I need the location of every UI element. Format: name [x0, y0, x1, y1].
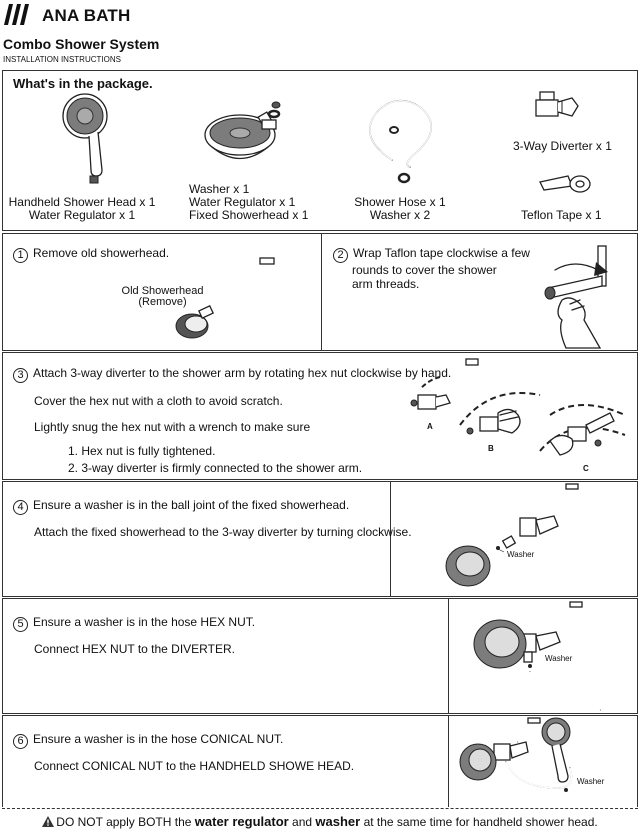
package-item-diverter: 3-Way Diverter x 1 [513, 139, 612, 153]
dashed-divider [2, 808, 638, 809]
package-item-line: Water Regulator x 1 [189, 195, 296, 209]
diverter-attach-illustration [400, 355, 630, 475]
package-item-hose [340, 196, 460, 222]
step-line: arm threads. [352, 277, 420, 291]
package-item-line: Washer x 1 [189, 182, 250, 196]
package-item-line: Water Regulator x 1 [28, 208, 136, 222]
handheld-attach-illustration [458, 718, 618, 808]
figure-label-a: A [427, 422, 433, 431]
step-number: 1 [13, 248, 28, 263]
step-number: 5 [13, 617, 28, 632]
label-line: (Remove) [138, 296, 187, 308]
handheld-shower-head-illustration [60, 92, 120, 192]
warning-emphasis: washer [315, 814, 361, 829]
step-4-text [13, 498, 412, 539]
step-line: Ensure a washer is in the hose HEX NUT. [33, 615, 256, 629]
package-item-line: Shower Hose x 1 [354, 195, 446, 209]
package-item-teflon: Teflon Tape x 1 [521, 208, 602, 222]
step-line: Connect CONICAL NUT to the HANDHELD SHOWE HEAD. [34, 759, 355, 773]
step-line: Lightly snug the hex nut with a wrench to make sure [34, 420, 311, 435]
step-line: Ensure a washer is in the hose CONICAL NUT. [33, 732, 284, 746]
washer-label: Washer [545, 654, 573, 663]
warning-text: and [292, 815, 313, 829]
step-3-text [13, 366, 451, 476]
step-number: 2 [333, 248, 348, 263]
warning-text: DO NOT apply BOTH the [56, 815, 192, 829]
step-2-text [333, 246, 530, 291]
hose-hex-nut-illustration [460, 602, 610, 712]
label-line: Old Showerhead [121, 285, 204, 297]
figure-label-c: C [583, 464, 589, 473]
shower-hose-illustration [362, 92, 452, 192]
package-item-handheld [2, 196, 162, 222]
package-item-line: Handheld Shower Head x 1 [8, 195, 156, 209]
package-item-line: Washer x 2 [369, 208, 431, 222]
warning-triangle-icon [42, 816, 54, 827]
step-line: Cover the hex nut with a cloth to avoid scratch. [34, 394, 283, 408]
washer-label: Washer [577, 777, 605, 786]
package-item-fixed [189, 183, 308, 222]
step-line: Attach the fixed showerhead to the 3-way diverter by turning clockwise. [34, 525, 412, 539]
step-number: 4 [13, 500, 28, 515]
step-6-text [13, 732, 354, 773]
step-number: 3 [13, 368, 28, 383]
step-5-text [13, 615, 255, 656]
brand-logo [4, 4, 154, 26]
brand-name: ANA BATH [42, 6, 131, 25]
figure-label-b: B [488, 444, 494, 453]
step-number: 6 [13, 734, 28, 749]
warning-text: at the same time for handheld shower head. [363, 815, 598, 829]
ana-bath-logo-icon [4, 4, 34, 26]
warning-emphasis: water regulator [194, 814, 289, 829]
washer-label: Washer [507, 550, 535, 559]
fixed-showerhead-attach-illustration [440, 484, 590, 594]
diverter-illustration [528, 90, 598, 130]
page-title: Combo Shower System [3, 36, 160, 52]
step-line: Wrap Taflon tape clockwise a few [353, 246, 530, 260]
step-line: Connect HEX NUT to the DIVERTER. [34, 642, 235, 656]
step-line: 2. 3-way diverter is firmly connected to the shower arm. [68, 461, 363, 476]
step-line: Ensure a washer is in the ball joint of the fixed showerhead. [33, 498, 350, 512]
package-title: What's in the package. [13, 76, 153, 91]
step-line: rounds to cover the shower [352, 263, 497, 277]
washer-and-regulator-illustration [258, 110, 288, 140]
warning-note [0, 814, 640, 829]
tape-wrapping-illustration [540, 240, 630, 350]
step-line: 1. Hex nut is fully tightened. [68, 443, 216, 458]
step-1-text [13, 246, 169, 263]
package-item-line: Fixed Showerhead x 1 [189, 208, 309, 222]
page-subtitle: INSTALLATION INSTRUCTIONS [3, 55, 121, 64]
step-line: Remove old showerhead. [33, 246, 170, 260]
step-line: Attach 3-way diverter to the shower arm by rotating hex nut clockwise by hand. [33, 366, 452, 380]
teflon-tape-illustration [538, 172, 598, 202]
old-showerhead-illustration [170, 258, 280, 338]
